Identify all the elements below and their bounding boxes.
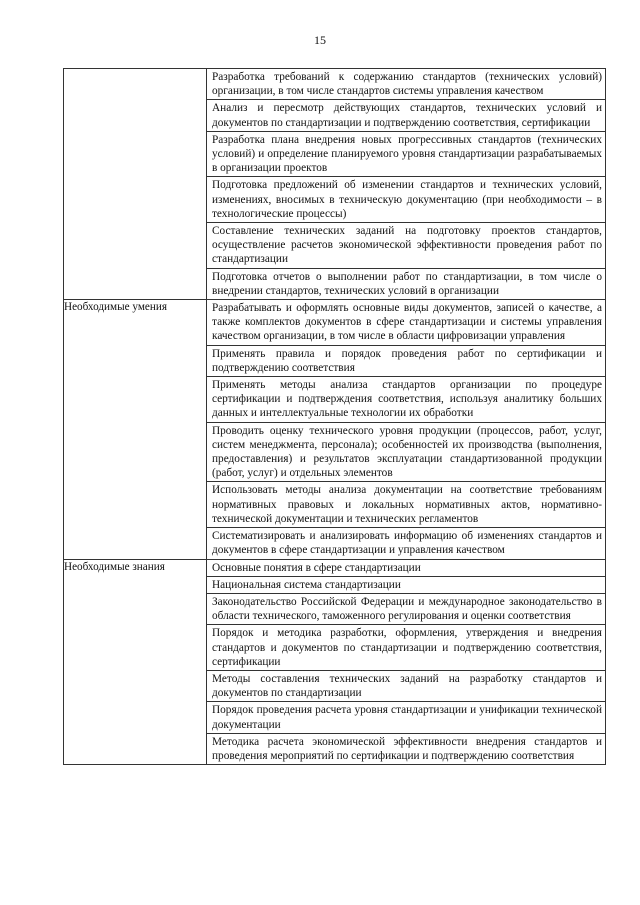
- table-cell: Систематизировать и анализировать информацию об изменениях стандартов и документов в сфере стандартизации и управления качеством: [212, 530, 602, 557]
- section-label: Необходимые умения: [64, 300, 207, 559]
- table-cell: Проводить оценку технического уровня продукции (процессов, работ, услуг, систем менеджмента, персонала); особенностей их производства (выполнения, предоставления) и результатов эксплуатации стандартизованной продукции (работ, услуг) и отдельных элементов: [207, 423, 605, 483]
- table-cell: Разработка плана внедрения новых прогрессивных стандартов (технических условий) и определение планируемого уровня стандартизации разрабатываемых в организации проектов: [207, 132, 605, 178]
- section-items: [207, 559, 606, 765]
- requirements-table: [63, 68, 606, 765]
- table-cell: Разработка требований к содержанию стандартов (технических условий) организации, в том числе стандартов системы управления качеством: [207, 69, 605, 100]
- table-cell: Порядок проведения расчета уровня стандартизации и унификации технической документации: [207, 702, 605, 733]
- section-items: [207, 69, 606, 300]
- section-skills: [64, 300, 606, 559]
- table-cell: Составление технических заданий на подготовку проектов стандартов, осуществление расчетов экономической эффективности проведения работ по стандартизации: [207, 223, 605, 269]
- page-number: 15: [314, 33, 326, 47]
- table-cell: Разрабатывать и оформлять основные виды документов, записей о качестве, а также комплектов документов в сфере стандартизации и системы управления качеством организации, в том числе в области цифровизации управления: [207, 300, 605, 346]
- table-cell: Применять методы анализа стандартов организации по процедуре сертификации и подтверждения соответствия, используя аналитику больших данных и интеллектуальные технологии их обработки: [207, 377, 605, 423]
- table-cell: Национальная система стандартизации: [207, 577, 605, 594]
- table-cell: Основные понятия в сфере стандартизации: [207, 560, 605, 577]
- table-cell: Использовать методы анализа документации на соответствие требованиям нормативных правовых и локальных нормативных актов, нормативно-технической документации и технических регламентов: [207, 482, 605, 528]
- section-items: [207, 300, 606, 559]
- table-cell: Законодательство Российской Федерации и международное законодательство в области технического, таможенного регулирования и оценки соответствия: [207, 594, 605, 625]
- table-cell: Порядок и методика разработки, оформления, утверждения и внедрения стандартов и документов по стандартизации и подтверждению соответствия, сертификации: [207, 625, 605, 671]
- table-cell: Подготовка отчетов о выполнении работ по стандартизации, в том числе о внедрении стандартов, технических условий в организации: [212, 270, 602, 297]
- table-cell: Методика расчета экономической эффективности внедрения стандартов и проведения мероприятий по сертификации и подтверждению соответствия: [212, 735, 602, 762]
- section-label: Необходимые знания: [64, 559, 207, 765]
- table-cell: Анализ и пересмотр действующих стандартов, технических условий и документов по стандартизации и подтверждению соответствия, сертификации: [207, 100, 605, 131]
- table-cell: Методы составления технических заданий на разработку стандартов и документов по стандартизации: [207, 671, 605, 702]
- section-label: [64, 69, 207, 300]
- section-labor-actions: [64, 69, 606, 300]
- section-knowledge: [64, 559, 606, 765]
- table-cell: Применять правила и порядок проведения работ по сертификации и подтверждению соответствия: [207, 346, 605, 377]
- table-cell: Подготовка предложений об изменении стандартов и технических условий, изменениях, вносимых в техническую документацию (при необходимости – в технологические процессы): [207, 177, 605, 223]
